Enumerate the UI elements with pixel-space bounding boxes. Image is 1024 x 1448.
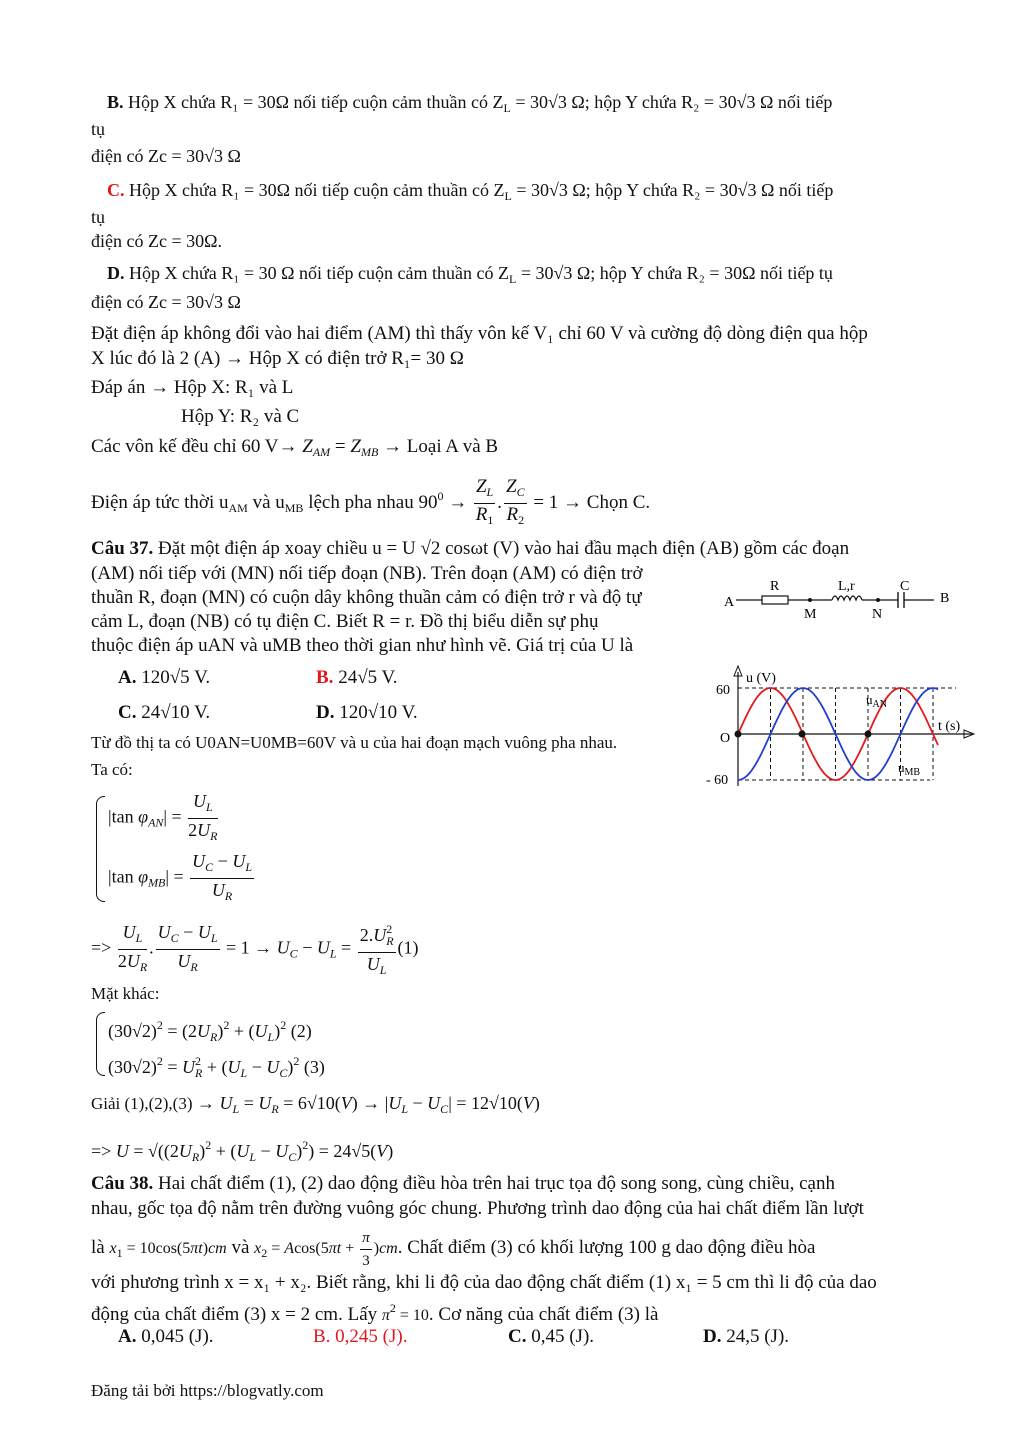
q36-option-b: B. Hộp X chứa R₁ = 30Ω nối tiếp cuộn cảm thuần có $Z_L = 30√3$ Ω; hộp Y chứa R₂ = 30√3 Ω nối tiếp xyxy=(107,92,833,115)
other-hand: Mặt khác: xyxy=(91,984,160,1003)
q38-line-5: động của chất điểm (3) x = 2 cm. Lấy $\pi^2 = 10$. Cơ năng của chất điểm (3) là xyxy=(91,1301,659,1325)
tan-mb-eq: |tan $\varphi_{MB}|$ = $\frac{U_C - U_L}{U_R}$ xyxy=(108,851,253,903)
label-n: N xyxy=(872,607,883,622)
node-m-icon xyxy=(808,598,812,602)
q37-option-a xyxy=(118,667,210,689)
q38-line-3: là $x_1 = 10\cos(5\pi t)cm$ và $x_2 = Acos(5\pi t$ + $\frac{\pi}{3}$ )cm. Chất điểm (3) có khối lượng 100 g dao động điều hòa xyxy=(91,1226,815,1272)
option-a-value: 0,045 (J). xyxy=(141,1326,214,1347)
system-brace-2 xyxy=(96,1012,105,1076)
option-label: C. xyxy=(508,1326,527,1347)
circuit-diagram xyxy=(718,574,958,624)
eq-2: $(30√2)^2 = (2U_R)^2 + (U_L)^2$ (2) xyxy=(108,1018,312,1044)
q38-line-4: với phương trình x = x₁ + x₂. Biết rằng, khi li độ của dao động chất điểm (1) x₁ = 5 cm thì li độ của dao xyxy=(91,1272,877,1293)
option-d-head: Hộp X chứa R₁ = 30 Ω nối tiếp cuộn cảm thuần có Z xyxy=(129,263,509,283)
option-label: A. xyxy=(118,667,137,688)
u-axis-label: u (V) xyxy=(746,671,776,686)
option-d-tail: điện có Zc = 30√3 Ω xyxy=(91,292,241,312)
option-b-head: Hộp X chứa R₁ = 30Ω nối tiếp cuộn cảm thuần có Z xyxy=(128,92,504,112)
option-label: D. xyxy=(316,702,335,723)
inductor-icon xyxy=(832,596,862,600)
option-label: C. xyxy=(107,180,125,200)
option-label: D. xyxy=(107,263,125,283)
system-brace xyxy=(96,796,105,902)
q37-line-5: thuộc điện áp uAN và uMB theo thời gian như hình vẽ. Giá trị của U là xyxy=(91,635,634,656)
solution-line-2: X lúc đó là 2 (A) → Hộp X có điện trở R₁= 30 Ω xyxy=(91,348,464,369)
option-c-tu: tụ xyxy=(91,207,106,227)
q38-option-d xyxy=(703,1326,789,1348)
uan-label: $u_{AN}$ xyxy=(866,692,887,710)
tick-minus-60: - 60 xyxy=(706,773,729,788)
q37-option-b xyxy=(316,667,398,689)
tan-an-eq: |tan $\varphi_{AN}|$ = $\frac{U_L}{2U_R}$ xyxy=(108,791,218,843)
tick-60: 60 xyxy=(716,683,730,698)
resistor-icon xyxy=(762,596,788,604)
t-axis-label: t (s) xyxy=(938,719,961,734)
q37-line-1 xyxy=(91,538,849,560)
option-c-value: 0,45 (J). xyxy=(531,1326,595,1347)
option-c-value: 24√10 V. xyxy=(141,702,211,723)
q37-line-2: (AM) nối tiếp với (MN) nối tiếp đoạn (NB). Trên đoạn (AM) có điện trở xyxy=(91,563,643,584)
q37-solution-2: Ta có: xyxy=(91,760,133,779)
solve-line: Giải $(1),(2),(3) \to U_L = U_R = 6√10(V) \to |U_L - U_C| = 12√10(V)$ xyxy=(91,1093,540,1116)
option-c-tail: điện có Zc = 30Ω. xyxy=(91,231,222,251)
label-c: C xyxy=(900,579,910,594)
eq-3: $(30√2)^2 = U^2_R + (U_L - U_C)^2$ (3) xyxy=(108,1054,325,1080)
z-equation: $Z_{AM} = Z_{MB}$ xyxy=(302,436,379,459)
option-label: C. xyxy=(118,702,137,723)
q37-line-3: thuần R, đoạn (MN) có cuộn dây không thuần cảm có điện trở r và độ tự xyxy=(91,587,642,608)
footer: Đăng tải bởi https://blogvatly.com xyxy=(91,1381,324,1400)
q38-l5-tail: . Cơ năng của chất điểm (3) là xyxy=(428,1304,659,1325)
option-b-tail: điện có Zc = 30√3 Ω xyxy=(91,146,241,166)
q38-la: là xyxy=(91,1237,105,1258)
label-b: B xyxy=(940,591,950,606)
origin-label: O xyxy=(720,731,731,746)
q38-va: và xyxy=(231,1237,250,1258)
solution-line-6-b: và u xyxy=(247,492,285,513)
q37-solution-1: Từ đồ thị ta có U0AN=U0MB=60V và u của hai đoạn mạch vuông pha nhau. xyxy=(91,733,618,752)
option-b-value: 24√5 V. xyxy=(338,667,398,688)
q37-line-4: cảm L, đoạn (NB) có tụ điện C. Biết R = r. Đồ thị biểu diễn sự phụ xyxy=(91,611,599,632)
fraction-zl-r1: $\frac{Z_L}{R_1}$ xyxy=(475,476,494,528)
label-r: R xyxy=(770,579,780,594)
option-d-value: 24,5 (J). xyxy=(726,1326,790,1347)
umb-label: $u_{MB}$ xyxy=(898,760,921,778)
q38-l5-head: động của chất điểm (3) x = 2 cm. Lấy xyxy=(91,1304,378,1325)
voltage-graph xyxy=(702,662,982,792)
q38-option-c xyxy=(508,1326,594,1348)
label-a: A xyxy=(724,595,735,610)
label-m: M xyxy=(804,607,817,622)
question-label: Câu 37. xyxy=(91,538,154,559)
solution-line-6-c: lệch pha nhau 90 xyxy=(303,492,438,513)
solution-line-6-d: → Chọn C. xyxy=(563,492,651,513)
solution-line-5 xyxy=(91,436,498,463)
q38-stem-1: Hai chất điểm (1), (2) dao động điều hòa trên hai trục tọa độ song song, cùng chiều, cạnh xyxy=(153,1173,835,1194)
q37-option-c xyxy=(118,702,210,724)
option-c-mid: = 30√3 Ω; hộp Y chứa R₂ = 30√3 Ω nối tiếp xyxy=(511,180,834,200)
option-label: B. xyxy=(107,92,124,112)
solution-line-1: Đặt điện áp không đổi vào hai điểm (AM) thì thấy vôn kế V₁ chỉ 60 V và cường độ dòng điện qua hộp xyxy=(91,323,868,344)
solution-line-6: Điện áp tức thời $u_{AM}$ và $u_{MB}$ lệch pha nhau $90^0$ → $\frac{Z_L}{R_1}$ . $\frac{Z_C}{R_2}$ = 1 → Chọn C. xyxy=(91,472,650,524)
q37-stem-1: Đặt một điện áp xoay chiều u = U √2 cosωt (V) vào hai đầu mạch điện (AB) gồm các đoạn xyxy=(153,538,850,559)
label-lr: L,r xyxy=(838,579,855,594)
question-label: Câu 38. xyxy=(91,1173,154,1194)
q36-option-d: D. Hộp X chứa R₁ = 30 Ω nối tiếp cuộn cảm thuần có $Z_L = 30√3$ Ω; hộp Y chứa R₂ = 30Ω nối tiếp tụ xyxy=(107,263,833,286)
option-label: B. xyxy=(316,667,334,688)
node-n-icon xyxy=(876,598,880,602)
option-b-mid: = 30√3 Ω; hộp Y chứa R₂ = 30√3 Ω nối tiếp xyxy=(510,92,833,112)
option-label: A. xyxy=(118,1326,137,1347)
q38-line-2: nhau, gốc tọa độ nằm trên đường vuông góc chung. Phương trình dao động của hai chất điểm lần lượt xyxy=(91,1198,864,1219)
option-a-value: 120√5 V. xyxy=(141,667,211,688)
solution-line-5-a: Các vôn kế đều chỉ 60 V→ xyxy=(91,436,298,457)
option-b-tu: tụ xyxy=(91,119,106,139)
intersection-dot xyxy=(865,731,872,738)
q37-option-d xyxy=(316,702,418,724)
option-c-head: Hộp X chứa R₁ = 30Ω nối tiếp cuộn cảm thuần có Z xyxy=(129,180,505,200)
fraction-zc-r2: $\frac{Z_C}{R_2}$ xyxy=(505,476,525,528)
intersection-dot xyxy=(735,731,742,738)
q38-line-1 xyxy=(91,1173,835,1195)
solve-label: Giải (1),(2),(3) xyxy=(91,1094,193,1113)
q38-option-b: B. 0,245 (J). xyxy=(313,1326,408,1347)
q38-option-a xyxy=(118,1326,214,1348)
option-label: D. xyxy=(703,1326,722,1347)
intersection-dot xyxy=(799,731,806,738)
eq-1: => $\frac{U_L}{2U_R}$ . $\frac{U_C - U_L}{U_R}$ = $1 \to U_C - U_L$ = $\frac{2.U^2_R}{U_L}$ (1) xyxy=(91,918,419,970)
solution-line-4: Hộp Y: R₂ và C xyxy=(181,406,300,427)
option-d-mid: = 30√3 Ω; hộp Y chứa R₂ = 30Ω nối tiếp tụ xyxy=(516,263,833,283)
result-line: => $U = √((2U_R)^2 + (U_L - U_C)^2) = 24√5(V)$ xyxy=(91,1138,394,1164)
q38-l3-tail: . Chất điểm (3) có khối lượng 100 g dao động điều hòa xyxy=(397,1237,816,1258)
solution-line-3: Đáp án → Hộp X: R₁ và L xyxy=(91,377,294,398)
q36-option-c: C. Hộp X chứa R₁ = 30Ω nối tiếp cuộn cảm thuần có $Z_L = 30√3$ Ω; hộp Y chứa R₂ = 30√3 Ω nối tiếp xyxy=(107,180,834,203)
option-d-value: 120√10 V. xyxy=(339,702,418,723)
solution-line-5-b: → Loại A và B xyxy=(383,436,499,457)
solution-line-6-a: Điện áp tức thời u xyxy=(91,492,229,513)
